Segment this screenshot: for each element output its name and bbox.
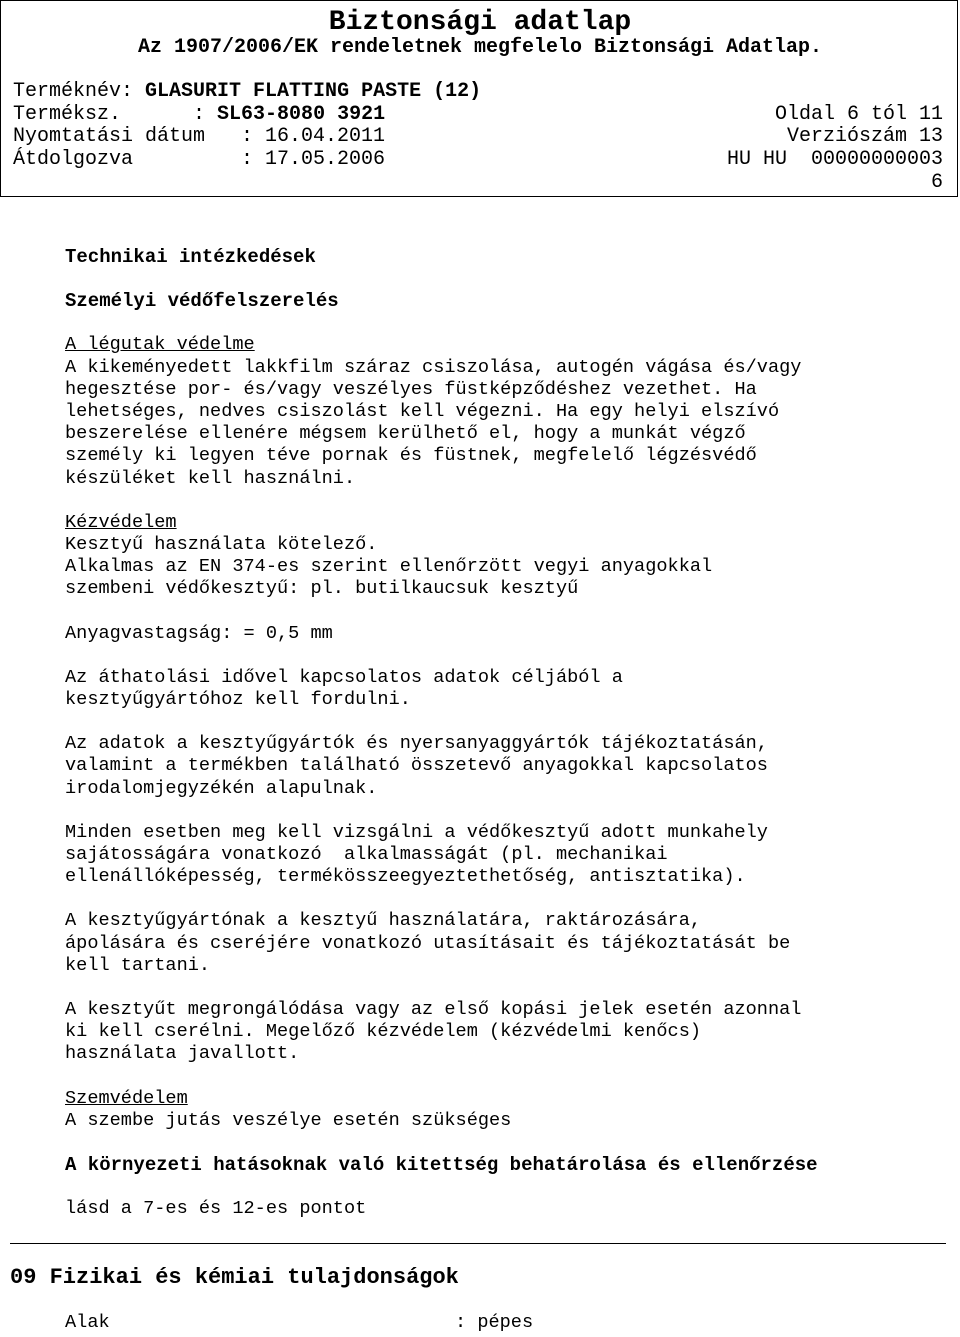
respiratory-line: személy ki legyen téve pornak és füstnek, megfelelő légzésvédő bbox=[65, 445, 757, 467]
section-09-title: 09 Fizikai és kémiai tulajdonságok bbox=[10, 1265, 459, 1290]
form-value: : pépes bbox=[455, 1312, 534, 1333]
country-code: HU HU 00000000003 bbox=[726, 148, 943, 171]
respiratory-line: beszerelése ellenére mégsem kerülhető el, hogy a munkát végző bbox=[65, 423, 746, 445]
suitability-check-line: ellenállóképesség, termékösszeegyeztethetőség, antisztatika). bbox=[65, 866, 746, 888]
form-label: Alak bbox=[65, 1312, 110, 1333]
respiratory-line: A kikeményedett lakkfilm száraz csiszolása, autogén vágása és/vagy bbox=[65, 356, 802, 378]
environment-text: lásd a 7-es és 12-es pontot bbox=[65, 1198, 367, 1220]
ppe-heading: Személyi védőfelszerelés bbox=[65, 290, 339, 313]
data-source-line: Az adatok a kesztyűgyártók és nyersanyaggyártók tájékoztatásán, bbox=[65, 733, 768, 755]
section-08-content bbox=[65, 246, 945, 1221]
section-divider bbox=[10, 1243, 946, 1244]
respiratory-line: lehetséges, nedves csiszolást kell végezni. Ha egy helyi elszívó bbox=[65, 401, 780, 423]
document-header bbox=[0, 0, 958, 197]
glove-replacement-line: ki kell cserélni. Megelőző kézvédelem (kézvédelmi kenőcs) bbox=[65, 1021, 702, 1043]
eye-protection-text: A szembe jutás veszélye esetén szükséges bbox=[65, 1109, 512, 1131]
product-name-value: GLASURIT FLATTING PASTE (12) bbox=[145, 80, 482, 103]
product-name-row bbox=[13, 81, 481, 103]
hand-line: Kesztyű használata kötelező. bbox=[65, 534, 378, 556]
print-date: Nyomtatási dátum : 16.04.2011 bbox=[13, 125, 386, 148]
eye-protection-title: Szemvédelem bbox=[65, 1087, 188, 1109]
document-title: Biztonsági adatlap bbox=[328, 7, 632, 38]
suitability-check-line: sajátosságára vonatkozó alkalmasságát (pl. mechanikai bbox=[65, 844, 668, 866]
product-name-label: Terméknév: bbox=[13, 80, 146, 103]
manufacturer-instructions-line: ápolására és cseréjére vonatkozó utasításait és tájékoztatását be bbox=[65, 932, 791, 954]
manufacturer-instructions-line: kell tartani. bbox=[65, 954, 211, 976]
respiratory-protection-title: A légutak védelme bbox=[65, 334, 255, 356]
product-number-value: SL63-8080 3921 bbox=[217, 103, 386, 126]
hand-line: Alkalmas az EN 374-es szerint ellenőrzött vegyi anyagokkal bbox=[65, 556, 713, 578]
manufacturer-instructions-line: A kesztyűgyártónak a kesztyű használatára, raktározására, bbox=[65, 910, 702, 932]
product-number-label: Terméksz. : bbox=[13, 103, 218, 126]
material-thickness: Anyagvastagság: = 0,5 mm bbox=[65, 622, 333, 644]
glove-replacement-line: használata javallott. bbox=[65, 1043, 300, 1065]
environment-heading: A környezeti hatásoknak való kitettség behatárolása és ellenőrzése bbox=[65, 1154, 818, 1177]
technical-measures-heading: Technikai intézkedések bbox=[65, 246, 316, 268]
code-suffix: 6 bbox=[930, 171, 943, 194]
breakthrough-line: kesztyűgyártóhoz kell fordulni. bbox=[65, 689, 411, 711]
page-indicator: Oldal 6 tól 11 bbox=[774, 103, 943, 126]
product-number-row bbox=[13, 104, 385, 126]
data-source-line: irodalomjegyzékén alapulnak. bbox=[65, 777, 378, 799]
version-number: Verziószám 13 bbox=[786, 125, 943, 148]
respiratory-line: készüléket kell használni. bbox=[65, 467, 356, 489]
suitability-check-line: Minden esetben meg kell vizsgálni a védőkesztyű adott munkahely bbox=[65, 821, 768, 843]
respiratory-line: hegesztése por- és/vagy veszélyes füstképződéshez vezethet. Ha bbox=[65, 378, 757, 400]
hand-protection-title: Kézvédelem bbox=[65, 511, 177, 533]
breakthrough-line: Az áthatolási idővel kapcsolatos adatok céljából a bbox=[65, 666, 623, 688]
revised-date: Átdolgozva : 17.05.2006 bbox=[13, 148, 386, 171]
document-subtitle: Az 1907/2006/EK rendeletnek megfelelo Biztonsági Adatlap. bbox=[137, 36, 823, 59]
data-source-line: valamint a termékben található összetevő anyagokkal kapcsolatos bbox=[65, 755, 768, 777]
hand-line: szembeni védőkesztyű: pl. butilkaucsuk kesztyű bbox=[65, 578, 579, 600]
glove-replacement-line: A kesztyűt megrongálódása vagy az első kopási jelek esetén azonnal bbox=[65, 999, 802, 1021]
